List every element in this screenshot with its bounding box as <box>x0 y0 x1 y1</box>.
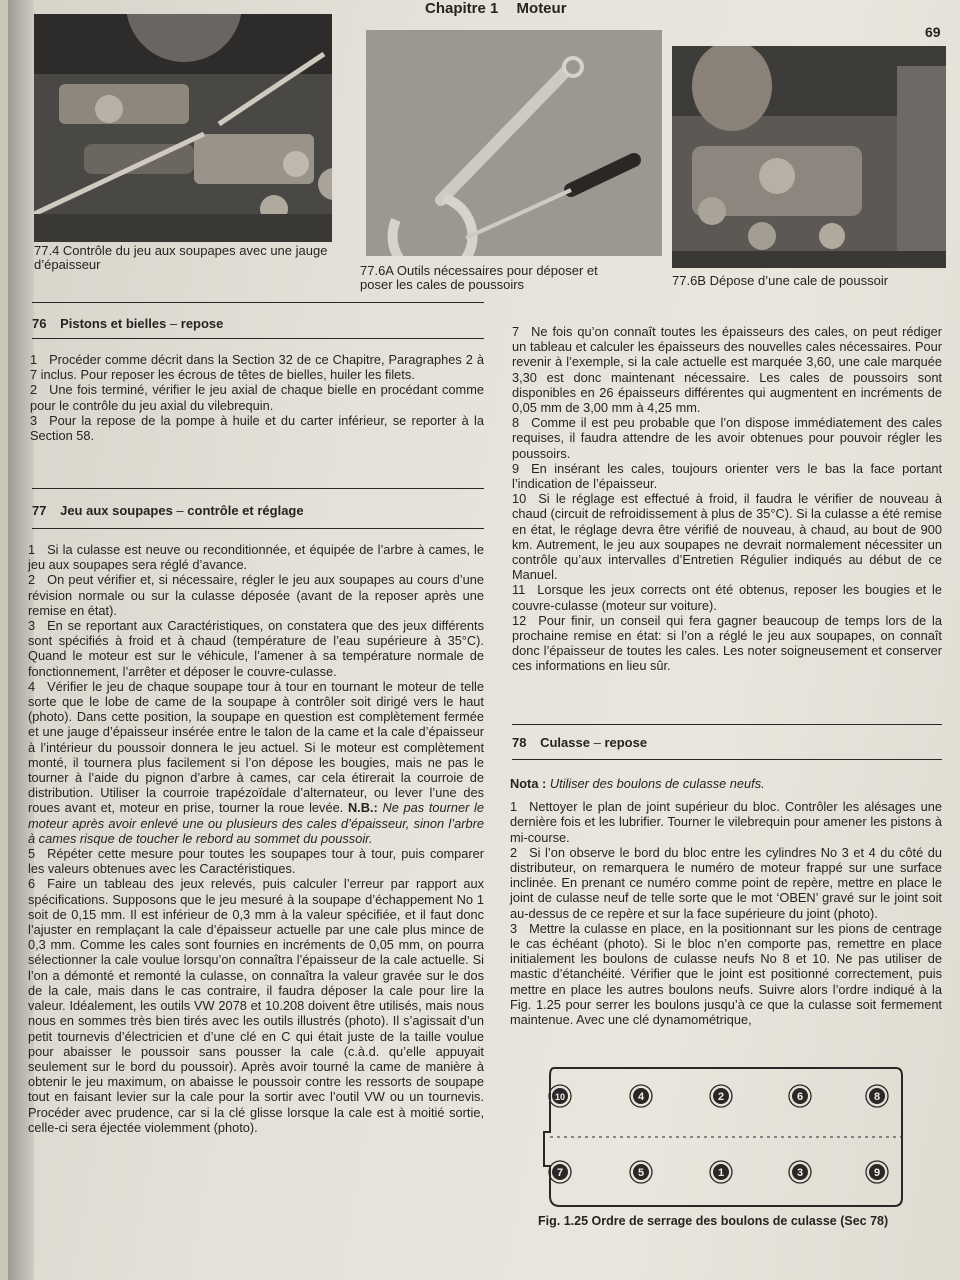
page-number: 69 <box>925 24 941 40</box>
section-subtitle: repose <box>180 316 224 331</box>
paragraph: 4 Vérifier le jeu de chaque soupape tour à tour en tournant le moteur de telle sorte que le lobe de came de la soupape à contrôler soit dirigé vers le haut (photo). Dans cette position, la soupape en question est complètement fermée et une jauge d’épaisseur insérée entre le talon de la came et la cale d’épaisseur à l’intérieur du poussoir donnera le jeu actuel. Si le moteur est complètement monté, il tournera plus facilement si l’on dépose les bougies, mais ne pas le tourner à l’aide du pignon d’arbre à cames, car cela étirerait la courroie de distribution. Utiliser la courroie trapézoïdale d’alternateur, ou lever l’une des roues avant et, moteur en prise, tourner la roue levée. N.B.: Ne pas tourner le moteur après avoir enlevé une ou plusieurs des cales d’épaisseur, sinon l’arbre à cames risque de toucher le rebord au sommet du poussoir. <box>28 678 485 846</box>
paragraph: 12 Pour finir, un conseil qui fera gagner beaucoup de temps lors de la prochaine remise en état: si l’on a réglé le jeu aux soupapes, on connaît donc l’épaisseur de toutes les cales. Les noter soigneusement et conserver ces informations en lieu sûr. <box>512 612 942 674</box>
bolt-number: 3 <box>796 1167 804 1179</box>
bolt-5 <box>630 1161 652 1183</box>
bolt-7 <box>549 1161 571 1183</box>
photo-valve-clearance-check <box>34 14 332 242</box>
bolt-number: 2 <box>717 1091 725 1103</box>
section-number: 76 <box>32 316 47 331</box>
section-rule <box>32 528 484 529</box>
section-subtitle: contrôle et réglage <box>187 503 304 518</box>
section-title: Jeu aux soupapes – <box>60 503 187 518</box>
bolt-number: 7 <box>556 1167 564 1179</box>
section-78-heading <box>512 735 647 750</box>
section-title: Pistons et bielles – <box>60 316 181 331</box>
section-rule <box>32 338 484 339</box>
bolt-number: 5 <box>637 1167 645 1179</box>
bolt-sequence-diagram <box>540 1062 912 1212</box>
bolt-number: 10 <box>554 1092 566 1102</box>
figure-caption: Fig. 1.25 Ordre de serrage des boulons de culasse (Sec 78) <box>538 1214 889 1228</box>
chapter-title: Moteur <box>516 0 567 17</box>
bolt-2 <box>710 1085 732 1107</box>
note: Nota : Utiliser des boulons de culasse neufs. <box>510 776 765 791</box>
section-title: Culasse – <box>540 735 604 750</box>
paragraph: 5 Répéter cette mesure pour toutes les soupapes tour à tour, puis comparer les valeurs obtenues avec les Caractéristiques. <box>28 846 484 877</box>
bolt-1 <box>710 1161 732 1183</box>
bolt-number: 4 <box>637 1091 645 1103</box>
photo-tools-for-shims <box>366 30 662 256</box>
section-rule <box>32 302 484 303</box>
paragraph: 3 Pour la repose de la pompe à huile et du carter inférieur, se reporter à la Section 58. <box>30 412 484 444</box>
paragraph: 3 Mettre la culasse en place, en la positionnant sur les pions de centrage le cas échéant (photo). Si le bloc n’en comporte pas, remettre en place initialement les boulons de culasse neufs No 8 et 10. Ne pas utiliser de mastic d’étanchéité. Vérifier que le joint est positionné correctement, puis mettre en place les autres boulons neufs. Suivre alors l’ordre indiqué à la Fig. 1.25 pour serrer les boulons jusqu’à ce que la culasse soit fermement maintenue. Avec une clé dynamométrique, <box>510 920 942 1028</box>
bolt-6 <box>789 1085 811 1107</box>
bolt-number: 8 <box>873 1091 881 1103</box>
photo-caption-77-6a: 77.6A Outils nécessaires pour déposer et poser les cales de poussoirs <box>360 263 598 292</box>
running-header <box>425 0 581 17</box>
bolt-number: 9 <box>873 1167 881 1179</box>
section-rule <box>32 488 484 489</box>
section-77-body-left <box>28 542 484 1135</box>
paragraph: 2 Si l’on observe le bord du bloc entre les cylindres No 3 et 4 du côté du distributeur, on remarquera le numéro de moteur frappé sur une surface inclinée. En prenant ce numéro comme point de repère, mettre en place le joint de culasse neuf de telle sorte que le mot ‘OBEN’ gravé sur le joint soit au-dessus de ce repère et sur la face supérieure du joint (photo). <box>510 844 942 921</box>
section-rule <box>512 759 942 760</box>
paragraph: 9 En insérant les cales, toujours orienter vers le bas la face portant l’indication de l’épaisseur. <box>512 460 942 492</box>
section-number: 78 <box>512 735 527 750</box>
paragraph: 1 Si la culasse est neuve ou reconditionnée, et équipée de l’arbre à cames, le jeu aux soupapes sera réglé d’avance. <box>28 542 484 573</box>
photo-shim-removal <box>672 46 946 268</box>
paragraph: 7 Ne fois qu’on connaît toutes les épaisseurs des cales, on peut rédiger un tableau et calculer les épaisseurs des nouvelles cales nécessaires. Pour revenir à l’exemple, si la cale actuelle est marquée 3,60, une cale marquée 3,30 est donc maintenant nécessaire. Les cales de poussoirs sont disponibles en 26 épaisseurs différentes qui augmentent en incréments de 0,05 mm de 3,00 mm à 4,25 mm. <box>512 324 942 416</box>
bolt-10 <box>549 1085 571 1107</box>
section-77-heading <box>32 503 304 518</box>
chapter-label: Chapitre 1 <box>425 0 499 17</box>
paragraph: 10 Si le réglage est effectué à froid, il faudra le vérifier de nouveau à chaud (circuit de refroidissement à plus de 35°C). Si la culasse a été remise en état, le réglage devra être vérifié de nouveau, à chaud, au bout de 900 km. Autrement, le jeu aux soupapes ne devrait normalement nécessiter un contrôle qu’aux intervalles d’Entretien Régulier indiqués au début de ce Manuel. <box>512 491 942 583</box>
section-76-body <box>30 352 484 443</box>
paragraph: 3 En se reportant aux Caractéristiques, on constatera que des jeux différents sont spécifiés à froid et à chaud (température de l’eau supérieure à 35°C). Quand le moteur est sur le véhicule, l’amener à sa température normale de fonctionnement, l’arrêter et déposer le couvre-culasse. <box>28 618 484 679</box>
section-76-heading <box>32 316 223 331</box>
paragraph: 8 Comme il est peu probable que l’on dispose immédiatement des cales requises, il faudra attendre de les avoir obtenues pour pouvoir régler les poussoirs. <box>512 415 942 461</box>
photo-caption-77-6b: 77.6B Dépose d’une cale de poussoir <box>672 273 889 288</box>
section-77-body-right <box>512 324 942 674</box>
paragraph: 1 Nettoyer le plan de joint supérieur du bloc. Contrôler les alésages une dernière fois et les lubrifier. Tourner le vilebrequin pour amener les pistons à mi-course. <box>510 799 942 845</box>
bolt-9 <box>866 1161 888 1183</box>
paragraph: 11 Lorsque les jeux corrects ont été obtenus, reposer les bougies et le couvre-culasse (moteur sur voiture). <box>512 582 942 613</box>
section-subtitle: repose <box>604 735 648 750</box>
bolt-3 <box>789 1161 811 1183</box>
photo-caption-77-4: 77.4 Contrôle du jeu aux soupapes avec une jauge d’épaisseur <box>34 243 328 272</box>
bolt-number: 1 <box>717 1167 725 1179</box>
section-number: 77 <box>32 503 47 518</box>
bolt-8 <box>866 1085 888 1107</box>
paragraph: 6 Faire un tableau des jeux relevés, puis calculer l’erreur par rapport aux spécifications. Supposons que le jeu mesuré à la soupape d’échappement No 1 soit de 0,15 mm. Il est inférieur de 0,3 mm à la valeur spécifiée, et il faut donc l’ajuster en remplaçant la cale d’épaisseur actuelle par une cale plus mince de 0,3 mm. Comme les cales sont fournies en incréments de 0,05 mm, on pourra sélectionner la cale voulue lorsqu’on connaîtra l’épaisseur de la cale actuelle. Si l’on a démonté et remonté la culasse, on connaîtra la valeur gravée sur le dos de la cale, mais dans le cas contraire, il faudra déposer la cale pour lire la valeur. Idéalement, les outils VW 2078 et 10.208 doivent être utilisés, mais nous nous en sommes très bien tirés avec les outils illustrés (photo). Il s’agissait d’un petit tournevis d’électricien et d’une clé en C qui était juste de la taille voulue pour abaisser le poussoir sans pousser la cale (c.à.d. qu’elle appuyait seulement sur le bord du poussoir). Après avoir tourné la came de manière à obtenir le jeu maximum, on abaisse le poussoir contre les ressorts de soupape tout en faisant levier sur la cale pour la sortir avec l’outil VW ou un tournevis. Procéder avec prudence, car si la clé glisse lorsque la cale est à moitié sortie, celle-ci sera éjectée violemment (photo). <box>28 876 484 1135</box>
paragraph: 2 On peut vérifier et, si nécessaire, régler le jeu aux soupapes au cours d’une révision normale ou sur la culasse déposée (avant de la reposer après une remise en état). <box>28 572 484 618</box>
paragraph: 1 Procéder comme décrit dans la Section 32 de ce Chapitre, Paragraphes 2 à 7 inclus. Pour reposer les écrous de têtes de bielles, huiler les filets. <box>30 352 484 383</box>
bolt-number: 6 <box>796 1091 804 1103</box>
section-rule <box>512 724 942 725</box>
paragraph: 2 Une fois terminé, vérifier le jeu axial de chaque bielle en procédant comme pour le contrôle du jeu axial du vilebrequin. <box>30 382 484 413</box>
bolt-4 <box>630 1085 652 1107</box>
section-78-body <box>510 776 942 1027</box>
